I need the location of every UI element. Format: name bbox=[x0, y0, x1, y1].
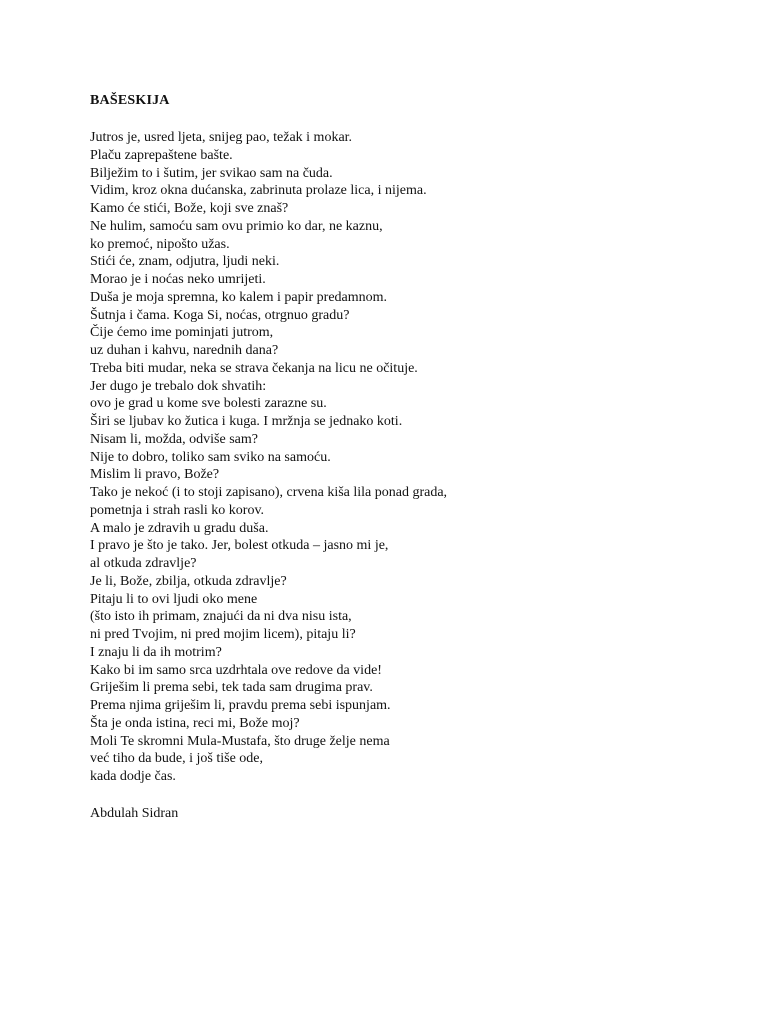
poem-line: I pravo je što je tako. Jer, bolest otkuda – jasno mi je, bbox=[90, 538, 389, 554]
poem-line: Ne hulim, samoću sam ovu primio ko dar, ne kaznu, bbox=[90, 218, 383, 234]
poem-line: Griješim li prema sebi, tek tada sam drugima prav. bbox=[90, 680, 373, 696]
poem-line: Morao je i noćas neko umrijeti. bbox=[90, 272, 266, 287]
poem-container bbox=[90, 92, 710, 823]
poem-line: ni pred Tvojim, ni pred mojim licem), pitaju li? bbox=[90, 627, 356, 642]
poem-line: I znaju li da ih motrim? bbox=[90, 644, 222, 660]
poem-line: Prema njima griješim li, pravdu prema sebi ispunjam. bbox=[90, 698, 391, 713]
poem-line: Nije to dobro, toliko sam sviko na samoću. bbox=[90, 449, 331, 465]
poem-line: Je li, Bože, zbilja, otkuda zdravlje? bbox=[90, 573, 287, 589]
poem-line: Vidim, kroz okna dućanska, zabrinuta prolaze lica, i nijema. bbox=[90, 183, 427, 199]
poem-line: Moli Te skromni Mula-Mustafa, što druge želje nema bbox=[90, 733, 390, 749]
poem-line: Nisam li, možda, odviše sam? bbox=[90, 431, 258, 447]
poem-line: kada dodje čas. bbox=[90, 769, 176, 784]
poem-line: pometnja i strah rasli ko korov. bbox=[90, 502, 265, 518]
poem-line: al otkuda zdravlje? bbox=[90, 556, 197, 571]
poem-line: Stići će, znam, odjutra, ljudi neki. bbox=[90, 254, 280, 270]
poem-line: Šutnja i čama. Koga Si, noćas, otrgnuo gradu? bbox=[90, 307, 350, 323]
poem-line: već tiho da bude, i još tiše ode, bbox=[90, 751, 264, 767]
poem-line: (što isto ih primam, znajući da ni dva nisu ista, bbox=[90, 609, 352, 625]
poem-body bbox=[90, 129, 710, 786]
poem-line: ko premoć, nipošto užas. bbox=[90, 236, 230, 252]
poem-line: Čije ćemo ime pominjati jutrom, bbox=[90, 325, 274, 341]
poem-line: Kako bi im samo srca uzdrhtala ove redove da vide! bbox=[90, 662, 382, 678]
poem-line: Treba biti mudar, neka se strava čekanja na licu ne očituje. bbox=[90, 360, 418, 376]
poem-line: Šta je onda istina, reci mi, Bože moj? bbox=[90, 715, 300, 731]
author-signature: Abdulah Sidran bbox=[90, 805, 179, 821]
poem-line: A malo je zdravih u gradu duša. bbox=[90, 520, 269, 536]
poem-line: Širi se ljubav ko žutica i kuga. I mržnja se jednako koti. bbox=[90, 414, 403, 429]
poem-line: Plaču zaprepaštene bašte. bbox=[90, 147, 233, 163]
poem-title: BAŠESKIJA bbox=[90, 93, 170, 108]
poem-line: Tako je nekoć (i to stoji zapisano), crvena kiša lila ponad grada, bbox=[90, 485, 448, 500]
poem-line: Jutros je, usred ljeta, snijeg pao, težak i mokar. bbox=[90, 130, 353, 145]
poem-line: uz duhan i kahvu, narednih dana? bbox=[90, 343, 279, 358]
poem-line: Jer dugo je trebalo dok shvatih: bbox=[90, 378, 267, 394]
poem-line: Mislim li pravo, Bože? bbox=[90, 467, 220, 483]
poem-line: ovo je grad u kome sve bolesti zarazne su. bbox=[90, 396, 327, 412]
poem-line: Pitaju li to ovi ljudi oko mene bbox=[90, 591, 258, 607]
poem-line: Duša je moja spremna, ko kalem i papir predamnom. bbox=[90, 289, 388, 305]
poem-line: Bilježim to i šutim, jer svikao sam na čuda. bbox=[90, 165, 333, 181]
poem-line: Kamo će stići, Bože, koji sve znaš? bbox=[90, 201, 289, 216]
